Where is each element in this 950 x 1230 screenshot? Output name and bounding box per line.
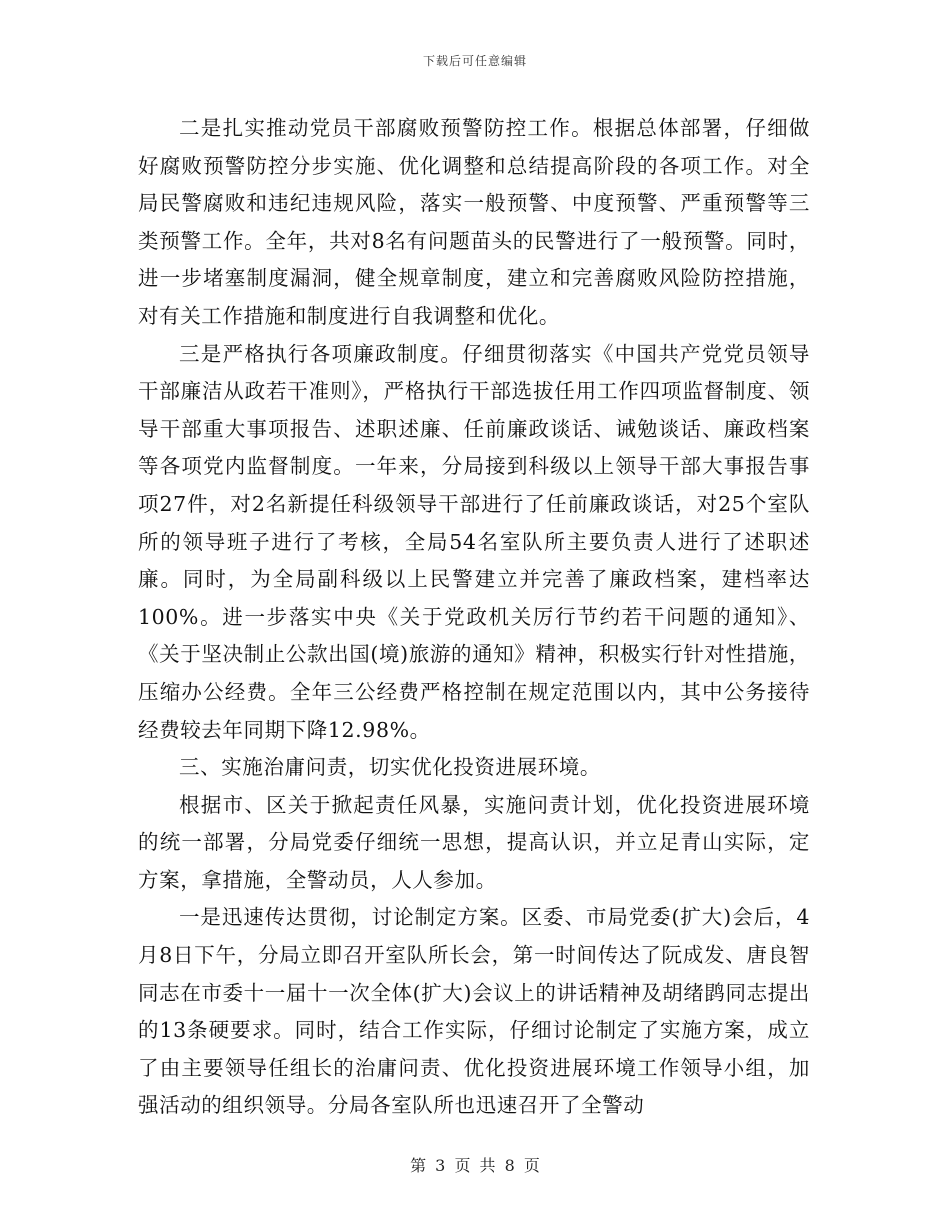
document-body: [138, 110, 810, 1125]
paragraph-rapid-implementation: 一是迅速传达贯彻，讨论制定方案。区委、市局党委(扩大)会后，4月8日下午，分局立即召开室队所长会，第一时间传达了阮成发、唐良智同志在市委十一届十一次全体(扩大)会议上的讲话精神及胡绪鹍同志提出的13条硬要求。同时，结合工作实际，仔细讨论制定了实施方案，成立了由主要领导任组长的治庸问责、优化投资进展环境工作领导小组，加强活动的组织领导。分局各室队所也迅速召开了全警动: [138, 905, 810, 1118]
page-number: 第 3 页 共 8 页: [410, 1156, 540, 1175]
paragraph-integrity-system: 三是严格执行各项廉政制度。仔细贯彻落实《中国共产党党员领导干部廉洁从政若干准则》，严格执行干部选拔任用工作四项监督制度、领导干部重大事项报告、述职述廉、任前廉政谈话、诫勉谈话、廉政档案等各项党内监督制度。一年来，分局接到科级以上领导干部大事报告事项27件，对2名新提任科级领导干部进行了任前廉政谈话，对25个室队所的领导班子进行了考核，全局54名室队所主要负责人进行了述职述廉。同时，为全局副科级以上民警建立并完善了廉政档案，建档率达100%。进一步落实中央《关于党政机关厉行节约若干问题的通知》、《关于坚决制止公款出国(境)旅游的通知》精神，积极实行针对性措施，压缩办公经费。全年三公经费严格控制在规定范围以内，其中公务接待经费较去年同期下降12.98%。: [138, 341, 810, 742]
section-heading-accountability: 三、实施治庸问责，切实优化投资进展环境。: [179, 755, 601, 780]
page-header-note: 下载后可任意编辑: [422, 54, 527, 68]
paragraph-deployment: 根据市、区关于掀起责任风暴，实施问责计划，优化投资进展环境的统一部署，分局党委仔细统一思想，提高认识，并立足青山实际，定方案，拿措施，全警动员，人人参加。: [138, 792, 810, 892]
paragraph-corruption-warning: 二是扎实推动党员干部腐败预警防控工作。根据总体部署，仔细做好腐败预警防控分步实施、优化调整和总结提高阶段的各项工作。对全局民警腐败和违纪违规风险，落实一般预警、中度预警、严重预警等三类预警工作。全年，共对8名有问题苗头的民警进行了一般预警。同时，进一步堵塞制度漏洞，健全规章制度，建立和完善腐败风险防控措施，对有关工作措施和制度进行自我调整和优化。: [138, 116, 810, 328]
